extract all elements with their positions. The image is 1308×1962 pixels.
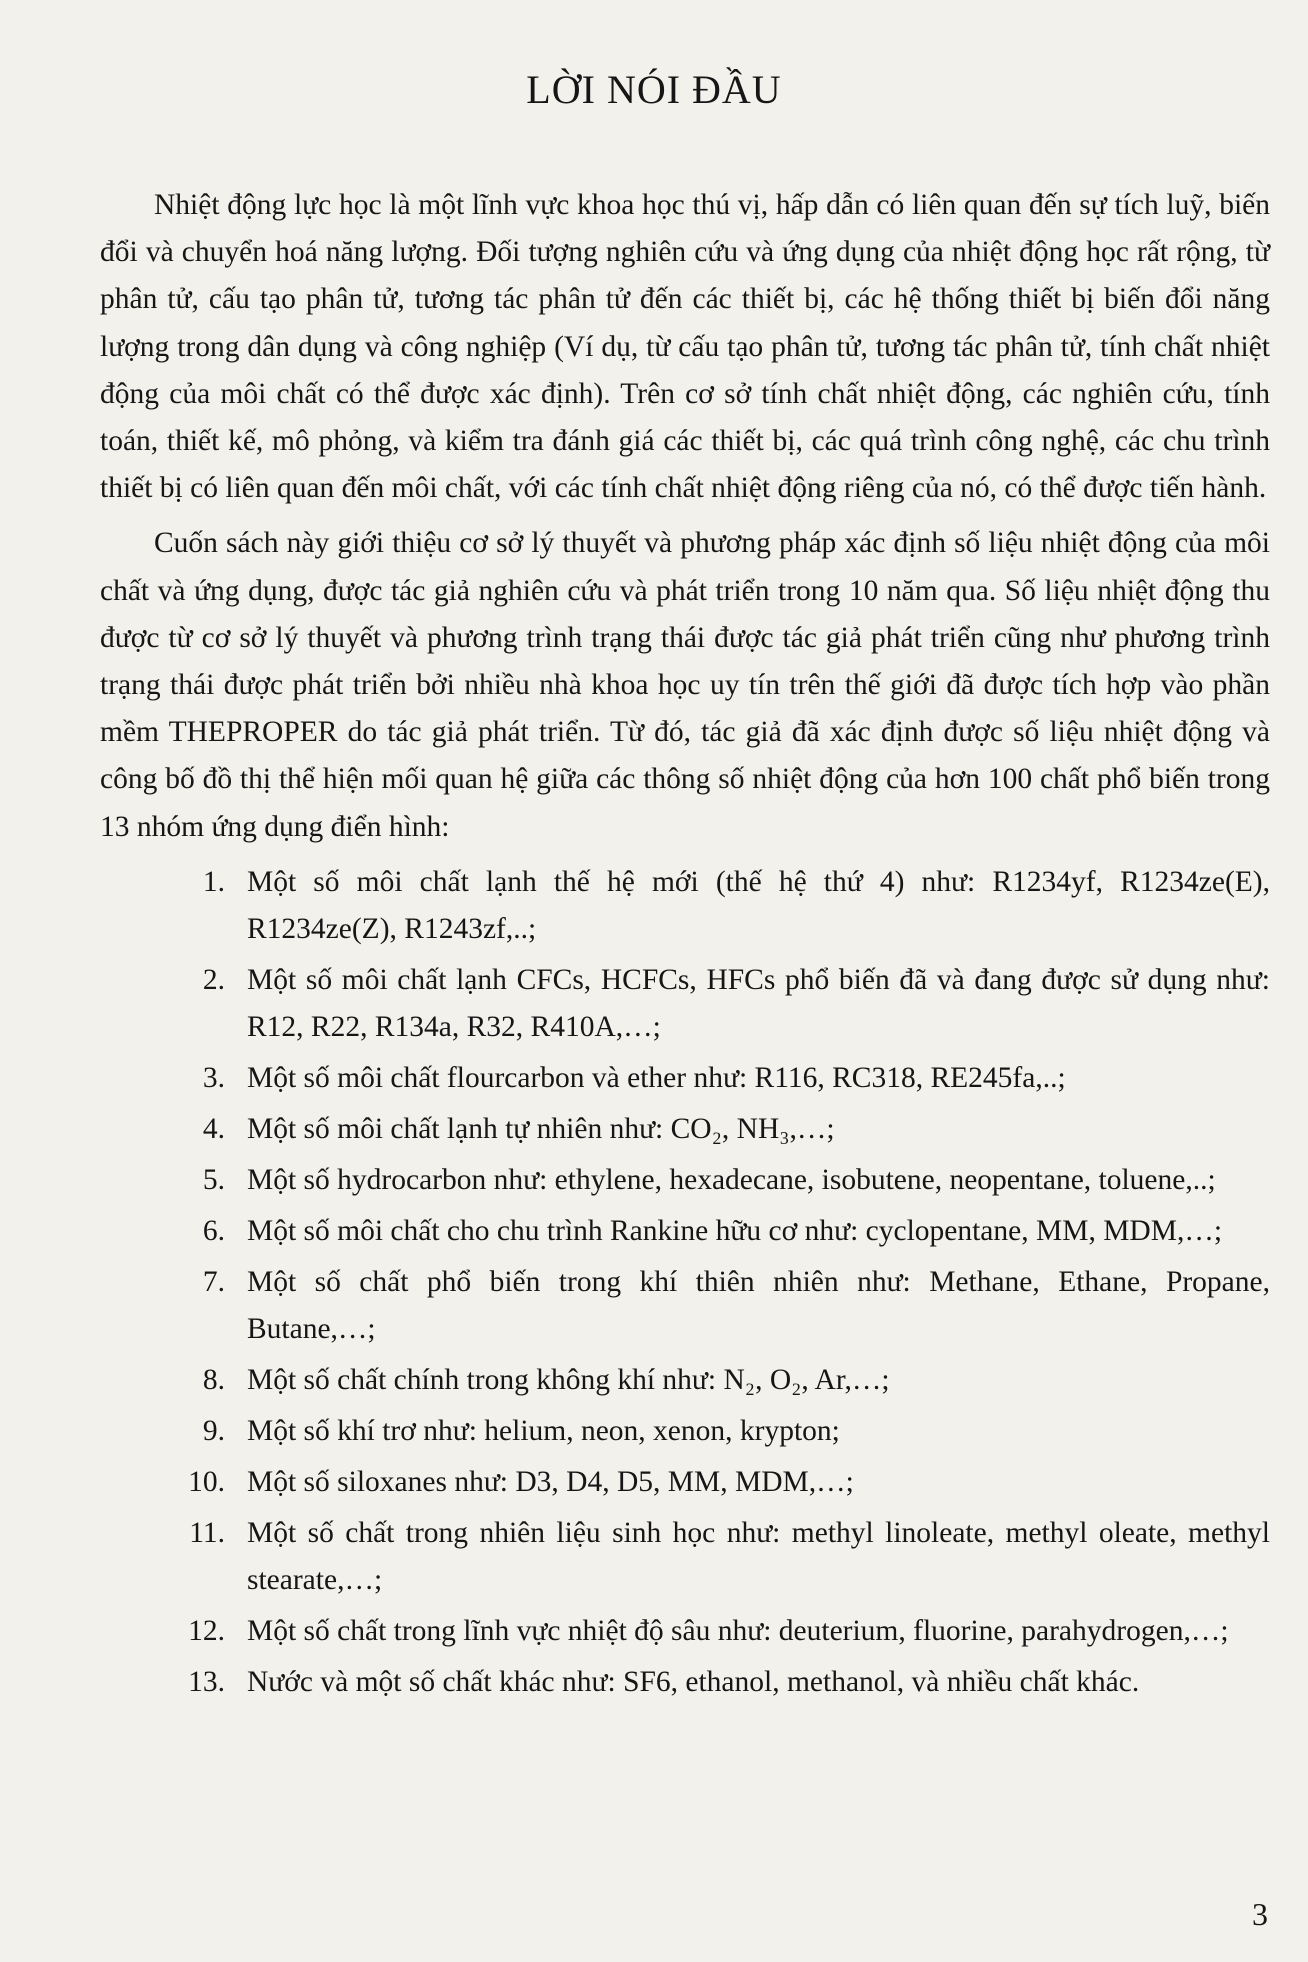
list-item-text: Một số môi chất lạnh CFCs, HCFCs, HFCs phổ biến đã và đang được sử dụng như: R12, R22, R134a, R32, R410A,…; [247, 963, 1270, 1043]
list-item [100, 859, 1270, 953]
list-item-text: Một số chất trong nhiên liệu sinh học như: methyl linoleate, methyl oleate, methyl stearate,…; [247, 1516, 1270, 1596]
list-item-number: 1. [202, 865, 225, 898]
page-number: 3 [1252, 1896, 1268, 1932]
list-item-number: 5. [202, 1163, 225, 1196]
list-item-text: Một số hydrocarbon như: ethylene, hexadecane, isobutene, neopentane, toluene,..; [247, 1163, 1216, 1196]
list-item-number: 6. [202, 1214, 225, 1247]
list-item [100, 1157, 1270, 1204]
list-item-text: Một số chất trong lĩnh vực nhiệt độ sâu như: deuterium, fluorine, parahydrogen,…; [247, 1614, 1229, 1647]
list-item [100, 1357, 1270, 1404]
list-item-number: 9. [202, 1414, 225, 1447]
list-item-text: Nước và một số chất khác như: SF6, ethanol, methanol, và nhiều chất khác. [247, 1665, 1140, 1698]
list-item [100, 1608, 1270, 1655]
application-group-list [100, 859, 1270, 1706]
list-item-text: Một số chất phổ biến trong khí thiên nhiên như: Methane, Ethane, Propane, Butane,…; [247, 1265, 1270, 1345]
list-item-number: 2. [202, 963, 225, 996]
page-title: LỜI NÓI ĐẦU [526, 67, 782, 112]
paragraph: Cuốn sách này giới thiệu cơ sở lý thuyết và phương pháp xác định số liệu nhiệt động của môi chất và ứng dụng, được tác giả nghiên cứu và phát triển trong 10 năm qua. Số liệu nhiệt động thu được từ cơ sở lý thuyết và phương trình trạng thái được tác giả phát triển cũng như phương trình trạng thái được phát triển bởi nhiều nhà khoa học uy tín trên thế giới đã được tích hợp vào phần mềm THEPROPER do tác giả phát triển. Từ đó, tác giả đã xác định được số liệu nhiệt động và công bố đồ thị thể hiện mối quan hệ giữa các thông số nhiệt động của hơn 100 chất phổ biến trong 13 nhóm ứng dụng điển hình: [100, 527, 1270, 843]
list-item [100, 957, 1270, 1051]
list-item-text: Một số chất chính trong không khí như: N₂, O₂, Ar,…; [247, 1363, 890, 1396]
list-item-number: 3. [202, 1061, 225, 1094]
list-item [100, 1510, 1270, 1604]
list-item [100, 1208, 1270, 1255]
list-item-text: Một số môi chất lạnh tự nhiên như: CO₂, NH₃,…; [247, 1112, 835, 1145]
list-item-number: 12. [188, 1614, 225, 1647]
page-body [100, 182, 1270, 1710]
list-item-number: 4. [202, 1112, 225, 1145]
list-item-number: 8. [202, 1363, 225, 1396]
list-item-number: 10. [188, 1465, 225, 1498]
list-item [100, 1459, 1270, 1506]
list-item [100, 1055, 1270, 1102]
list-item [100, 1259, 1270, 1353]
list-item [100, 1408, 1270, 1455]
list-item-number: 11. [189, 1516, 225, 1549]
list-item-number: 13. [188, 1665, 225, 1698]
paragraph: Nhiệt động lực học là một lĩnh vực khoa học thú vị, hấp dẫn có liên quan đến sự tích luỹ, biến đổi và chuyển hoá năng lượng. Đối tượng nghiên cứu và ứng dụng của nhiệt động học rất rộng, từ phân tử, cấu tạo phân tử, tương tác phân tử đến các thiết bị, các hệ thống thiết bị biến đổi năng lượng trong dân dụng và công nghiệp (Ví dụ, từ cấu tạo phân tử, tương tác phân tử, tính chất nhiệt động của môi chất có thể được xác định). Trên cơ sở tính chất nhiệt động, các nghiên cứu, tính toán, thiết kế, mô phỏng, và kiểm tra đánh giá các thiết bị, các quá trình công nghệ, các chu trình thiết bị có liên quan đến môi chất, với các tính chất nhiệt động riêng của nó, có thể được tiến hành. [100, 189, 1270, 505]
list-item-text: Một số môi chất flourcarbon và ether như: R116, RC318, RE245fa,..; [247, 1061, 1066, 1094]
list-item-text: Một số siloxanes như: D3, D4, D5, MM, MDM,…; [247, 1465, 854, 1498]
list-item-number: 7. [202, 1265, 225, 1298]
list-item-text: Một số khí trơ như: helium, neon, xenon, krypton; [247, 1414, 840, 1447]
list-item [100, 1659, 1270, 1706]
list-item-text: Một số môi chất lạnh thế hệ mới (thế hệ thứ 4) như: R1234yf, R1234ze(E), R1234ze(Z), R1243zf,..; [247, 865, 1270, 945]
list-item [100, 1106, 1270, 1153]
list-item-text: Một số môi chất cho chu trình Rankine hữu cơ như: cyclopentane, MM, MDM,…; [247, 1214, 1223, 1247]
